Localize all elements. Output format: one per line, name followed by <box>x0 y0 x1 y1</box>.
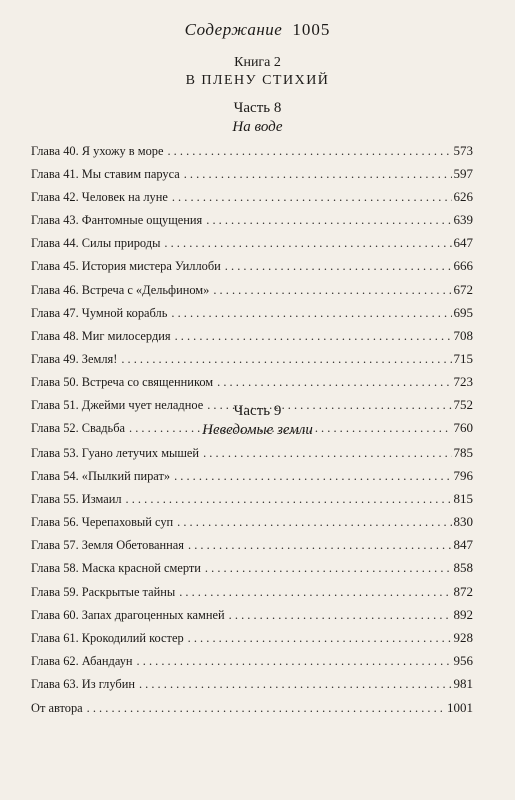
toc-entry[interactable]: Глава 57. Земля Обетованная . . . 847 <box>31 537 473 560</box>
part-8-title: На воде <box>232 119 283 135</box>
toc-entry[interactable]: Глава 60. Запах драгоценных камней . . . 892 <box>31 607 473 630</box>
running-title: Содержание <box>184 20 283 39</box>
toc-entry[interactable]: Глава 55. Измаил . . . 815 <box>31 491 473 514</box>
toc-entry[interactable]: Глава 49. Земля! . . . 715 <box>31 351 473 374</box>
toc-entry[interactable]: Глава 59. Раскрытые тайны . . . 872 <box>31 584 473 607</box>
toc-entry[interactable]: Глава 52. Свадьба . . . 760 <box>31 420 473 443</box>
part-9-number: Часть 9 <box>233 403 282 419</box>
toc-entry[interactable]: Глава 51. Джейми чует неладное . . . 752 <box>31 397 473 420</box>
book-title: В ПЛЕНУ СТИХИЙ <box>185 73 330 88</box>
toc-entry[interactable]: Глава 56. Черепаховый суп . . . 830 <box>31 514 473 537</box>
toc-entry[interactable]: Глава 44. Силы природы . . . 647 <box>31 235 473 258</box>
toc-entry[interactable]: Глава 46. Встреча с «Дельфином» . . . 672 <box>31 282 473 305</box>
toc-entry[interactable]: Глава 40. Я ухожу в море . . . 573 <box>31 143 473 166</box>
toc-entry[interactable]: Глава 43. Фантомные ощущения . . . 639 <box>31 212 473 235</box>
toc-entry[interactable]: Глава 54. «Пылкий пират» . . . 796 <box>31 468 473 491</box>
running-head <box>0 20 515 40</box>
toc-entry[interactable]: Глава 63. Из глубин . . . 981 <box>31 676 473 699</box>
toc-entry[interactable]: Глава 53. Гуано летучих мышей . . . 785 <box>31 445 473 468</box>
toc-entry[interactable]: Глава 45. История мистера Уиллоби . . . 666 <box>31 258 473 281</box>
toc-entry[interactable]: Глава 42. Человек на луне . . . 626 <box>31 189 473 212</box>
part-8-number: Часть 8 <box>233 100 282 116</box>
toc-entry[interactable]: Глава 50. Встреча со священником . . . 723 <box>31 374 473 397</box>
toc-entry[interactable]: Глава 61. Крокодилий костер . . . 928 <box>31 630 473 653</box>
toc-entry[interactable]: Глава 41. Мы ставим паруса . . . 597 <box>31 166 473 189</box>
book-number: Книга 2 <box>234 55 281 70</box>
page-number: 1005 <box>292 20 331 39</box>
afterword-toc <box>31 700 473 723</box>
toc-entry[interactable]: Глава 48. Миг милосердия . . . 708 <box>31 328 473 351</box>
toc-entry[interactable]: Глава 47. Чумной корабль . . . 695 <box>31 305 473 328</box>
toc-entry-afterword[interactable]: От автора . . . 1001 <box>31 700 473 723</box>
part-9-title: Неведомые земли <box>202 422 313 438</box>
part-8-toc <box>31 143 473 443</box>
part-9-toc <box>31 445 473 699</box>
toc-entry[interactable]: Глава 58. Маска красной смерти . . . 858 <box>31 560 473 583</box>
toc-entry[interactable]: Глава 62. Абандаун . . . 956 <box>31 653 473 676</box>
